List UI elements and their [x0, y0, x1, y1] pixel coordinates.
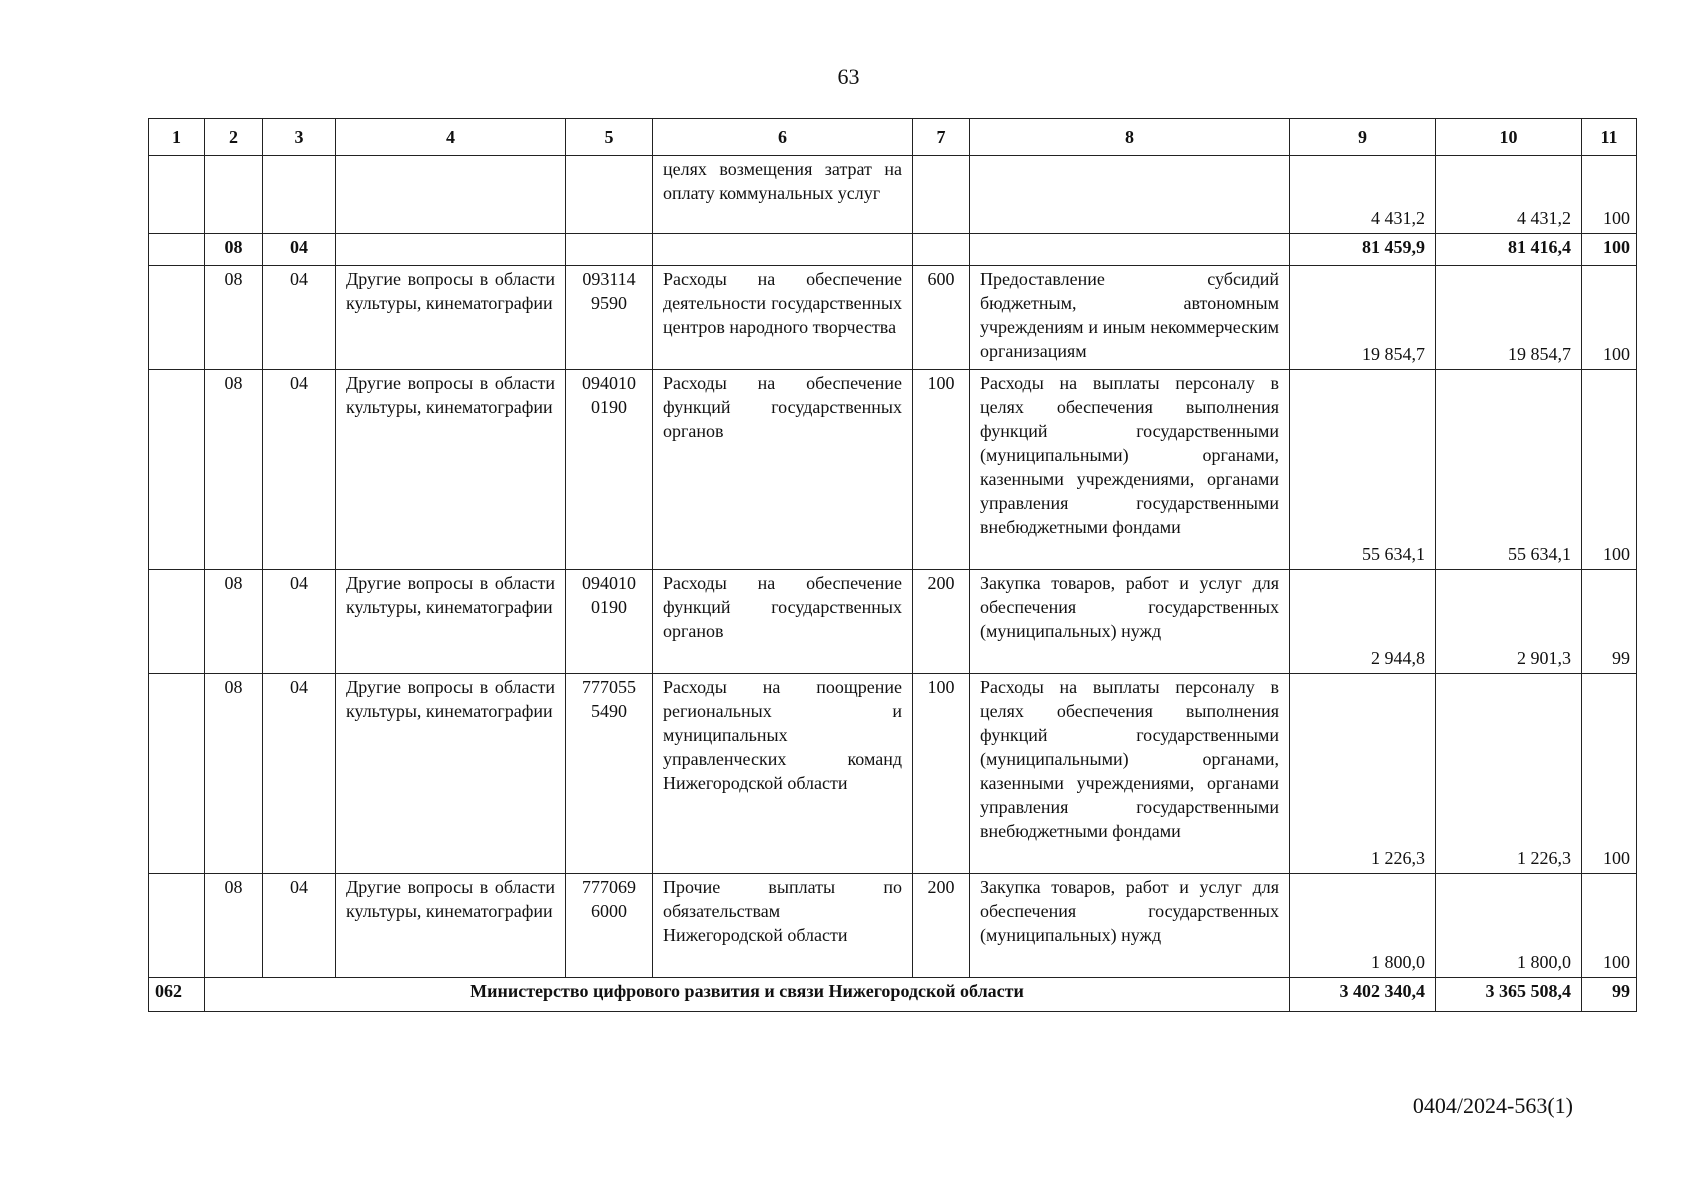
cell-subsection: 04 [263, 234, 336, 266]
header-cell: 8 [970, 119, 1290, 156]
cell-expense-type: 100 [913, 674, 970, 874]
cell-planned: 2 944,8 [1290, 570, 1436, 674]
cell-subsection: 04 [263, 370, 336, 570]
table-row [149, 674, 1637, 874]
table-row-continuation [149, 156, 1637, 234]
document-id: 0404/2024-563(1) [1412, 1093, 1573, 1118]
cell-empty [913, 234, 970, 266]
cell-planned: 81 459,9 [1290, 234, 1436, 266]
cell-expense-type-name: Закупка товаров, работ и услуг для обеспечения государственных (муниципальных) нужд [970, 570, 1290, 674]
cell-actual: 2 901,3 [1436, 570, 1582, 674]
header-cell: 6 [653, 119, 913, 156]
cell-subsection: 04 [263, 570, 336, 674]
cell-section-name: Другие вопросы в области культуры, кинематографии [336, 370, 566, 570]
cell-expense-name: Прочие выплаты по обязательствам Нижегородской области [653, 874, 913, 978]
target-code-part-2: 9590 [591, 293, 627, 313]
cell-empty [263, 156, 336, 234]
cell-actual: 1 226,3 [1436, 674, 1582, 874]
cell-empty [970, 156, 1290, 234]
cell-section-name: Другие вопросы в области культуры, кинематографии [336, 266, 566, 370]
cell-planned: 55 634,1 [1290, 370, 1436, 570]
cell-planned: 19 854,7 [1290, 266, 1436, 370]
cell-planned: 3 402 340,4 [1290, 978, 1436, 1012]
budget-table [148, 118, 1637, 1012]
cell-section: 08 [205, 570, 263, 674]
cell-percent: 99 [1582, 570, 1637, 674]
cell-expense-name: Расходы на поощрение региональных и муниципальных управленческих команд Нижегородской области [653, 674, 913, 874]
target-code-part-1: 094010 [582, 573, 636, 593]
table-row [149, 266, 1637, 370]
header-cell: 9 [1290, 119, 1436, 156]
header-cell: 11 [1582, 119, 1637, 156]
cell-percent: 100 [1582, 370, 1637, 570]
cell-subsection: 04 [263, 674, 336, 874]
cell-empty [653, 234, 913, 266]
cell-section: 08 [205, 874, 263, 978]
table-row-ministry [149, 978, 1637, 1012]
header-cell: 3 [263, 119, 336, 156]
cell-section-name: Другие вопросы в области культуры, кинематографии [336, 674, 566, 874]
cell-expense-name: целях возмещения затрат на оплату коммунальных услуг [653, 156, 913, 234]
cell-expense-type: 100 [913, 370, 970, 570]
cell-expense-type-name: Расходы на выплаты персоналу в целях обеспечения выполнения функций государственными (муниципальными) органами, казенными учреждениями, органами управления государственными внебюджетными фондами [970, 674, 1290, 874]
cell-expense-name: Расходы на обеспечение функций государственных органов [653, 370, 913, 570]
cell-empty [205, 156, 263, 234]
cell-actual: 19 854,7 [1436, 266, 1582, 370]
cell-percent: 100 [1582, 674, 1637, 874]
target-code-part-2: 5490 [591, 701, 627, 721]
cell-empty [149, 234, 205, 266]
cell-planned: 1 226,3 [1290, 674, 1436, 874]
cell-expense-type: 200 [913, 570, 970, 674]
cell-actual: 3 365 508,4 [1436, 978, 1582, 1012]
cell-empty [149, 570, 205, 674]
target-code-part-2: 6000 [591, 901, 627, 921]
cell-empty [149, 874, 205, 978]
cell-target-code [566, 570, 653, 674]
cell-expense-type-name: Закупка товаров, работ и услуг для обеспечения государственных (муниципальных) нужд [970, 874, 1290, 978]
cell-section: 08 [205, 370, 263, 570]
header-row [149, 119, 1637, 156]
cell-ministry-name: Министерство цифрового развития и связи Нижегородской области [205, 978, 1290, 1012]
cell-empty [149, 370, 205, 570]
target-code-part-2: 0190 [591, 397, 627, 417]
target-code-part-1: 777069 [582, 877, 636, 897]
cell-empty [566, 156, 653, 234]
cell-target-code [566, 370, 653, 570]
table-row [149, 570, 1637, 674]
cell-percent: 100 [1582, 266, 1637, 370]
page-number: 63 [837, 64, 860, 89]
header-cell: 7 [913, 119, 970, 156]
cell-expense-name: Расходы на обеспечение функций государственных органов [653, 570, 913, 674]
header-cell: 1 [149, 119, 205, 156]
cell-percent: 99 [1582, 978, 1637, 1012]
cell-target-code [566, 874, 653, 978]
table-row [149, 370, 1637, 570]
table-row-subtotal [149, 234, 1637, 266]
cell-section-name: Другие вопросы в области культуры, кинематографии [336, 874, 566, 978]
cell-subsection: 04 [263, 266, 336, 370]
cell-empty [336, 156, 566, 234]
cell-expense-type-name: Предоставление субсидий бюджетным, автономным учреждениям и иным некоммерческим организациям [970, 266, 1290, 370]
cell-expense-name: Расходы на обеспечение деятельности государственных центров народного творчества [653, 266, 913, 370]
header-cell: 10 [1436, 119, 1582, 156]
header-cell: 4 [336, 119, 566, 156]
cell-section: 08 [205, 234, 263, 266]
cell-expense-type-name: Расходы на выплаты персоналу в целях обеспечения выполнения функций государственными (муниципальными) органами, казенными учреждениями, органами управления государственными внебюджетными фондами [970, 370, 1290, 570]
cell-planned: 4 431,2 [1290, 156, 1436, 234]
cell-section: 08 [205, 266, 263, 370]
cell-empty [970, 234, 1290, 266]
cell-percent: 100 [1582, 874, 1637, 978]
cell-empty [149, 674, 205, 874]
cell-subsection: 04 [263, 874, 336, 978]
cell-planned: 1 800,0 [1290, 874, 1436, 978]
cell-empty [913, 156, 970, 234]
cell-section: 08 [205, 674, 263, 874]
cell-target-code [566, 266, 653, 370]
cell-actual: 55 634,1 [1436, 370, 1582, 570]
cell-expense-type: 200 [913, 874, 970, 978]
cell-empty [336, 234, 566, 266]
cell-empty [566, 234, 653, 266]
cell-empty [149, 266, 205, 370]
cell-actual: 81 416,4 [1436, 234, 1582, 266]
cell-expense-type: 600 [913, 266, 970, 370]
target-code-part-2: 0190 [591, 597, 627, 617]
cell-target-code [566, 674, 653, 874]
table-row [149, 874, 1637, 978]
target-code-part-1: 094010 [582, 373, 636, 393]
cell-ministry-code: 062 [149, 978, 205, 1012]
target-code-part-1: 093114 [582, 269, 636, 289]
cell-empty [149, 156, 205, 234]
cell-actual: 4 431,2 [1436, 156, 1582, 234]
cell-actual: 1 800,0 [1436, 874, 1582, 978]
cell-percent: 100 [1582, 234, 1637, 266]
header-cell: 2 [205, 119, 263, 156]
cell-percent: 100 [1582, 156, 1637, 234]
target-code-part-1: 777055 [582, 677, 636, 697]
header-cell: 5 [566, 119, 653, 156]
cell-section-name: Другие вопросы в области культуры, кинематографии [336, 570, 566, 674]
